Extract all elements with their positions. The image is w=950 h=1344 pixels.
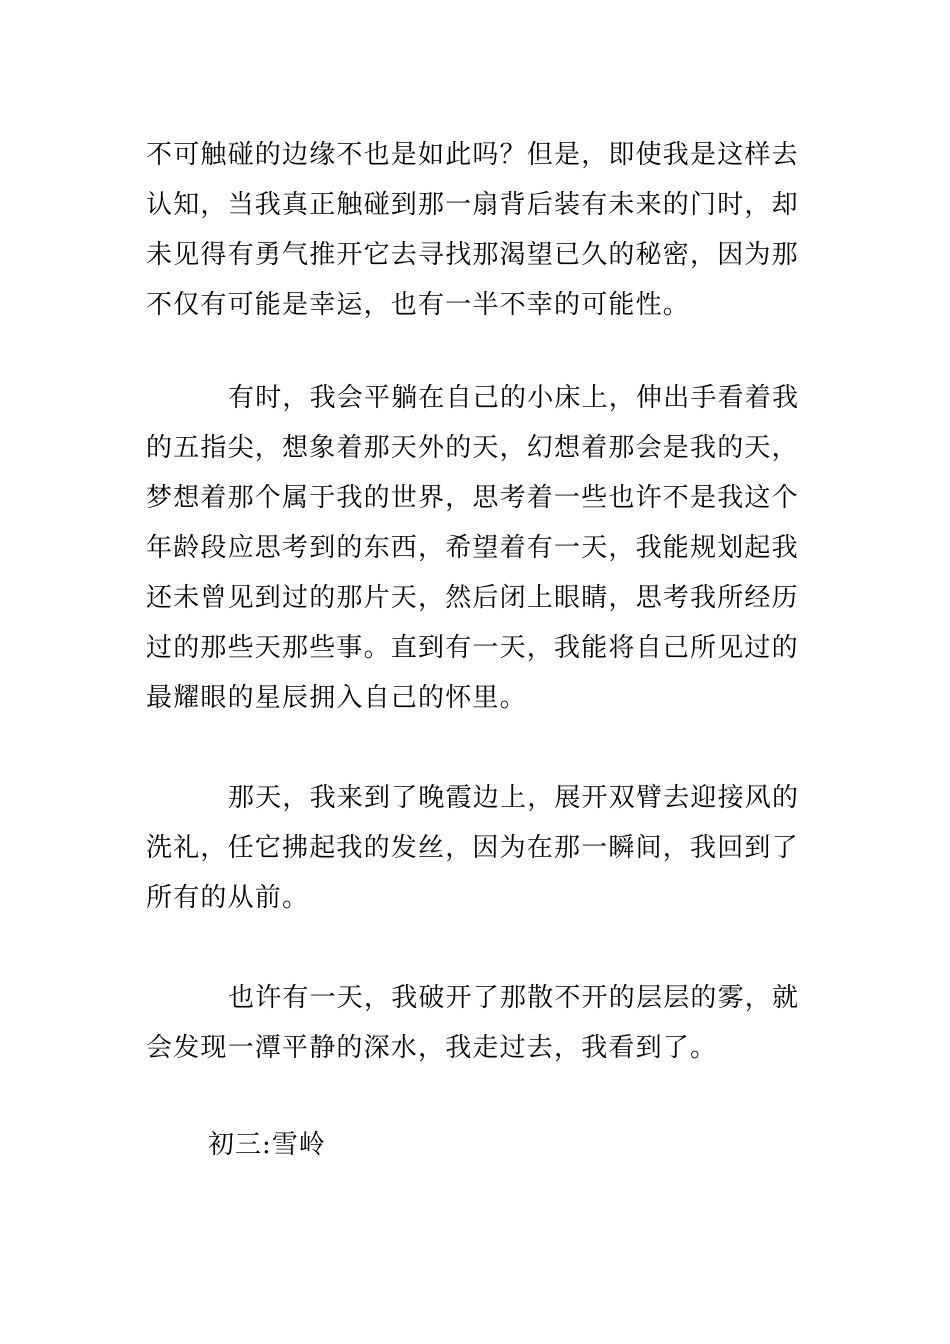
paragraph-2: 有时，我会平躺在自己的小床上，伸出手看着我的五指尖，想象着那天外的天，幻想着那会是我的天，梦想着那个属于我的世界，思考着一些也许不是我这个年龄段应思考到的东西，希望着有一天，我能规划起我还未曾见到过的那片天，然后闭上眼睛，思考我所经历过的那些天那些事。直到有一天，我能将自己所见过的最耀眼的星辰拥入自己的怀里。 [146, 383, 800, 713]
author-signature: 初三:雪岭 [208, 1130, 326, 1160]
paragraph-1: 不可触碰的边缘不也是如此吗？但是，即使我是这样去认知，当我真正触碰到那一扇背后装有未来的门时，却未见得有勇气推开它去寻找那渴望已久的秘密，因为那不仅有可能是幸运，也有一半不幸的可能性。 [146, 140, 799, 320]
paragraph-4: 也许有一天，我破开了那散不开的层层的雾，就会发现一潭平静的深水，我走过去，我看到了。 [146, 983, 800, 1063]
paragraph-3: 那天，我来到了晚霞边上，展开双臂去迎接风的洗礼，任它拂起我的发丝，因为在那一瞬间，我回到了所有的从前。 [146, 783, 800, 913]
